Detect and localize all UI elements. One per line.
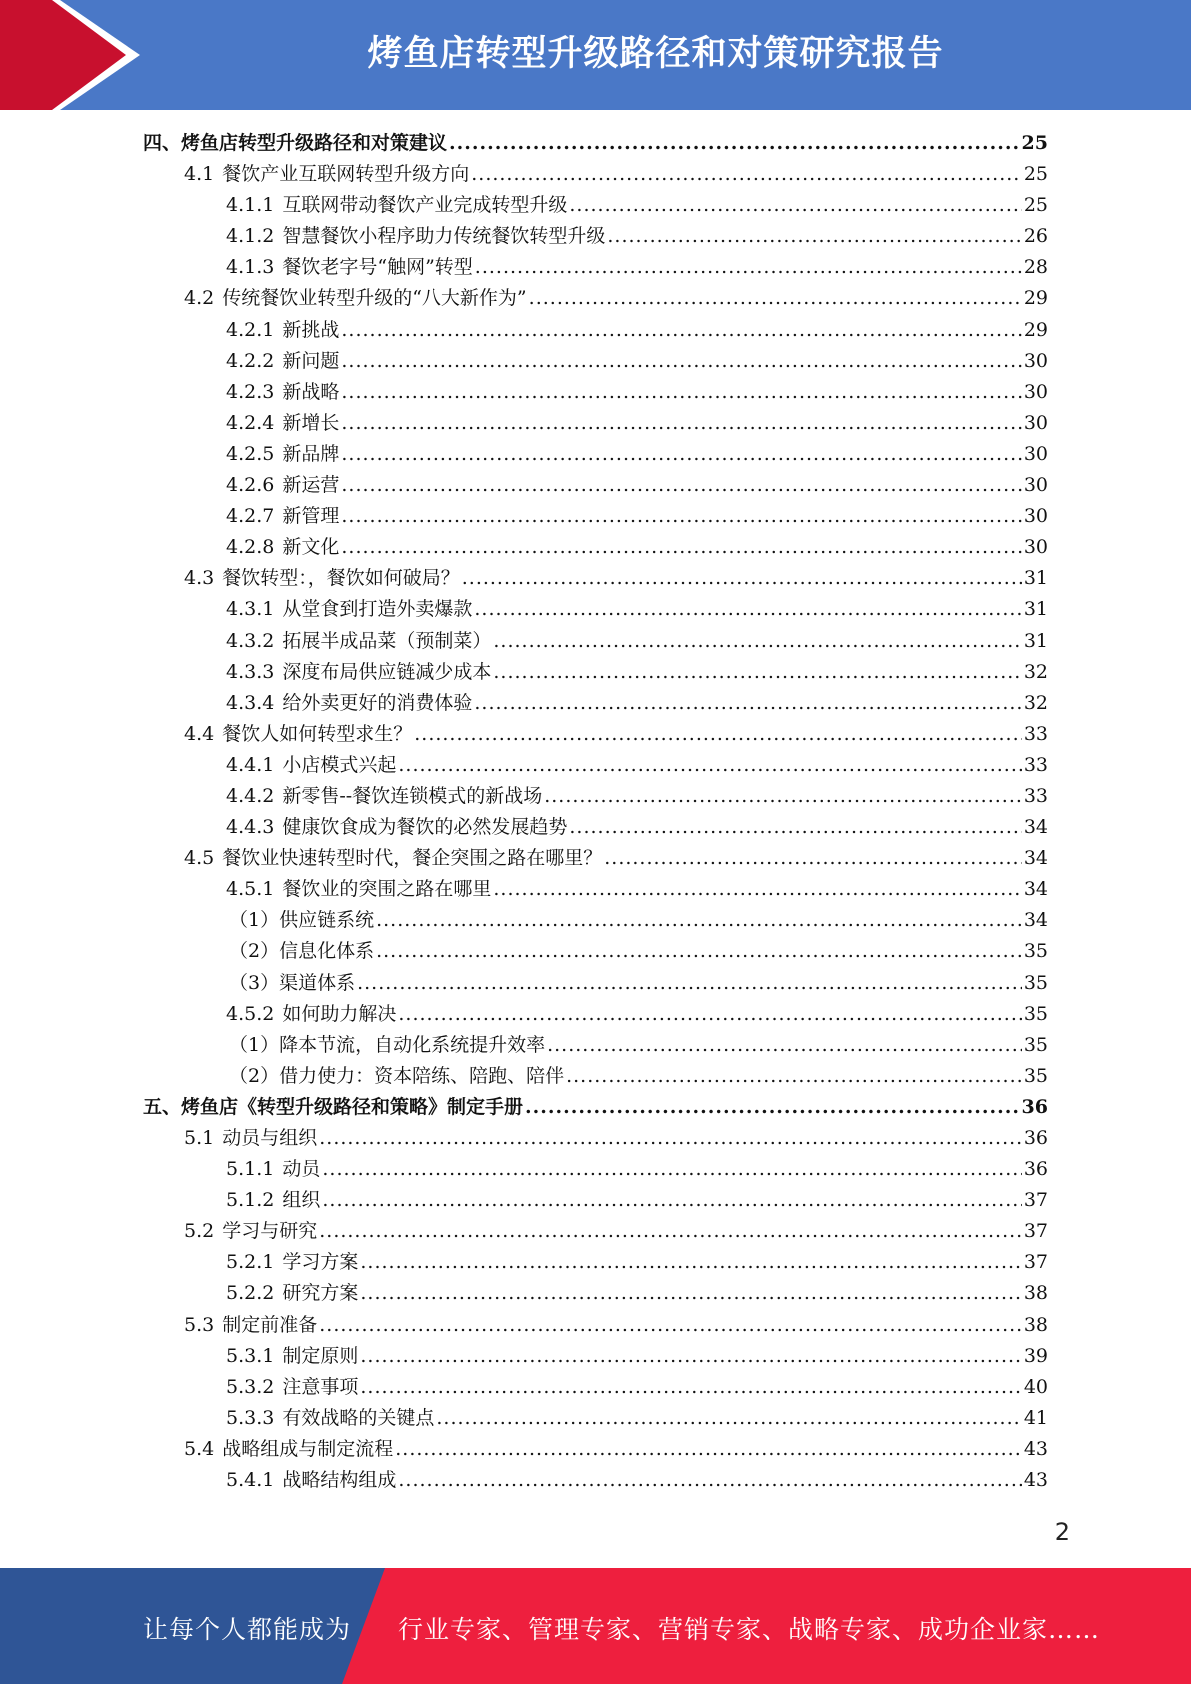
toc-entry-title: 制定前准备 xyxy=(222,1313,318,1336)
toc-entry-page: 40 xyxy=(1023,1375,1048,1398)
toc-dot-leader xyxy=(475,252,1022,283)
toc-dot-leader xyxy=(357,968,1022,999)
toc-entry-number: 5.3.2 xyxy=(226,1375,275,1398)
toc-dot-leader xyxy=(529,283,1022,314)
toc-entry-title: （1）降本节流，自动化系统提升效率 xyxy=(229,1033,546,1056)
toc-entry-title: （1）供应链系统 xyxy=(229,909,375,932)
toc-entry[interactable] xyxy=(143,1278,1048,1309)
toc-entry-number: 4.5.1 xyxy=(226,878,275,901)
toc-dot-leader xyxy=(607,221,1021,252)
toc-entry-number: 5.1.1 xyxy=(226,1158,275,1181)
toc-entry-title: 新品牌 xyxy=(282,442,340,465)
toc-dot-leader xyxy=(398,1465,1021,1496)
toc-entry-page: 29 xyxy=(1023,287,1048,310)
toc-entry[interactable] xyxy=(143,1123,1048,1154)
toc-entry-page: 29 xyxy=(1023,318,1048,341)
toc-entry-title: 新运营 xyxy=(282,474,340,497)
toc-entry[interactable] xyxy=(143,1310,1048,1341)
footer-slogan-left: 让每个人都能成为 xyxy=(143,1615,352,1644)
toc-dot-leader xyxy=(360,1372,1021,1403)
toc-dot-leader xyxy=(341,346,1021,377)
toc-dot-leader xyxy=(341,470,1021,501)
toc-entry-title: 动员与组织 xyxy=(222,1127,318,1149)
toc-dot-leader xyxy=(493,657,1021,688)
toc-entry-page: 30 xyxy=(1023,474,1048,497)
toc-entry-page: 25 xyxy=(1023,163,1048,186)
toc-entry[interactable] xyxy=(143,159,1048,190)
toc-entry[interactable] xyxy=(143,874,1048,905)
toc-entry[interactable] xyxy=(143,1216,1048,1247)
page-number: 2 xyxy=(1054,1518,1070,1546)
toc-entry-page: 43 xyxy=(1023,1469,1048,1492)
toc-entry-page: 31 xyxy=(1023,567,1048,590)
toc-entry-title: 四、烤鱼店转型升级路径和对策建议 xyxy=(143,132,448,154)
toc-dot-leader xyxy=(544,781,1022,812)
toc-entry-page: 30 xyxy=(1023,349,1048,372)
toc-entry-number: 4.1.3 xyxy=(226,256,275,279)
toc-dot-leader xyxy=(376,905,1022,936)
toc-entry-title: 新文化 xyxy=(282,536,340,559)
toc-dot-leader xyxy=(319,1123,1022,1154)
toc-entry-number: 4.1.2 xyxy=(226,225,275,248)
footer-slogan-right: 行业专家、管理专家、营销专家、战略专家、成功企业家…… xyxy=(398,1615,1101,1644)
toc-entry-number: 4.1 xyxy=(184,163,215,186)
toc-entry-number: 4.2.7 xyxy=(226,505,275,528)
toc-entry-number: 4.3.3 xyxy=(226,660,275,683)
toc-dot-leader xyxy=(547,1030,1022,1061)
toc-entry-number: 5.3.3 xyxy=(226,1406,275,1429)
toc-dot-leader xyxy=(360,1341,1021,1372)
toc-entry-number: 4.5.2 xyxy=(226,1002,275,1025)
toc-entry-title: 互联网带动餐饮产业完成转型升级 xyxy=(282,194,568,217)
toc-entry-title: 餐饮业快速转型时代，餐企突围之路在哪里？ xyxy=(222,847,603,870)
toc-entry-page: 35 xyxy=(1023,940,1048,963)
toc-entry-page: 30 xyxy=(1023,536,1048,559)
toc-entry-title: 深度布局供应链减少成本 xyxy=(282,660,492,683)
toc-entry-title: 制定原则 xyxy=(282,1344,359,1367)
page-header xyxy=(0,0,1191,110)
toc-entry-page: 33 xyxy=(1023,784,1048,807)
toc-entry-page: 38 xyxy=(1023,1282,1048,1305)
toc-entry-page: 35 xyxy=(1023,1002,1048,1025)
toc-dot-leader xyxy=(376,936,1022,967)
toc-entry-title: 小店模式兴起 xyxy=(282,753,397,776)
toc-entry-title: 组织 xyxy=(282,1189,321,1212)
toc-dot-leader xyxy=(322,1185,1021,1216)
toc-entry-page: 34 xyxy=(1023,847,1048,870)
toc-entry[interactable] xyxy=(143,594,1048,625)
toc-entry-page: 35 xyxy=(1023,1064,1048,1087)
toc-entry-page: 30 xyxy=(1023,380,1048,403)
toc-dot-leader xyxy=(414,719,1022,750)
toc-entry-title: （2）借力使力：资本陪练、陪跑、陪伴 xyxy=(229,1064,565,1087)
toc-entry-title: 餐饮产业互联网转型升级方向 xyxy=(222,163,470,186)
toc-entry-title: 新增长 xyxy=(282,411,340,434)
toc-dot-leader xyxy=(569,190,1021,221)
toc-dot-leader xyxy=(322,1154,1021,1185)
toc-entry-title: 新挑战 xyxy=(282,318,340,341)
toc-entry[interactable] xyxy=(143,905,1048,936)
toc-entry[interactable] xyxy=(143,843,1048,874)
toc-entry-title: 拓展半成品菜（预制菜） xyxy=(282,629,492,652)
toc-entry[interactable] xyxy=(143,750,1048,781)
toc-entry-title: 战略结构组成 xyxy=(282,1469,397,1492)
toc-dot-leader xyxy=(569,812,1021,843)
toc-dot-leader xyxy=(398,750,1021,781)
toc-dot-leader xyxy=(566,1061,1022,1092)
toc-entry[interactable] xyxy=(143,999,1048,1030)
toc-dot-leader xyxy=(474,688,1021,719)
toc-entry-title: 新管理 xyxy=(282,505,340,528)
toc-entry-page: 43 xyxy=(1023,1437,1048,1460)
toc-entry[interactable] xyxy=(143,252,1048,283)
toc-entry-title: 学习与研究 xyxy=(222,1220,318,1243)
toc-entry-title: 动员 xyxy=(282,1158,321,1181)
toc-entry-number: 4.2.1 xyxy=(226,318,275,341)
toc-entry-page: 39 xyxy=(1023,1344,1048,1367)
toc-entry-page: 37 xyxy=(1023,1189,1048,1212)
toc-dot-leader xyxy=(462,563,1022,594)
toc-entry-title: 从堂食到打造外卖爆款 xyxy=(282,598,473,621)
toc-dot-leader xyxy=(449,128,1020,159)
toc-entry[interactable] xyxy=(143,719,1048,750)
toc-entry-number: 4.4 xyxy=(184,722,215,745)
toc-dot-leader xyxy=(471,159,1022,190)
toc-entry-page: 36 xyxy=(1021,1095,1048,1118)
toc-entry[interactable] xyxy=(143,626,1048,657)
toc-entry[interactable] xyxy=(143,1154,1048,1185)
toc-entry-page: 33 xyxy=(1023,753,1048,776)
toc-dot-leader xyxy=(474,594,1021,625)
toc-entry[interactable] xyxy=(143,657,1048,688)
toc-entry[interactable] xyxy=(143,936,1048,967)
toc-entry[interactable] xyxy=(143,688,1048,719)
toc-entry[interactable] xyxy=(143,190,1048,221)
toc-entry-number: 4.2 xyxy=(184,287,215,310)
toc-dot-leader xyxy=(341,439,1021,470)
toc-entry-number: 4.2.3 xyxy=(226,380,275,403)
toc-entry-title: 学习方案 xyxy=(282,1251,359,1274)
toc-entry-title: 新战略 xyxy=(282,380,340,403)
toc-dot-leader xyxy=(360,1278,1021,1309)
toc-entry-title: 餐饮转型：，餐饮如何破局？ xyxy=(222,567,460,590)
toc-entry-page: 33 xyxy=(1023,722,1048,745)
toc-entry-title: 餐饮老字号“触网”转型 xyxy=(282,256,473,279)
table-of-contents xyxy=(143,128,1048,1496)
toc-entry-page: 37 xyxy=(1023,1251,1048,1274)
toc-entry[interactable] xyxy=(143,1372,1048,1403)
toc-entry-page: 31 xyxy=(1023,629,1048,652)
toc-entry-title: 健康饮食成为餐饮的必然发展趋势 xyxy=(282,816,568,839)
toc-dot-leader xyxy=(493,874,1021,905)
toc-dot-leader xyxy=(436,1403,1021,1434)
toc-entry-page: 41 xyxy=(1023,1406,1048,1429)
toc-entry-page: 37 xyxy=(1023,1220,1048,1243)
toc-entry-number: 5.2.1 xyxy=(226,1251,275,1274)
toc-entry[interactable] xyxy=(143,128,1048,159)
toc-entry[interactable] xyxy=(143,1185,1048,1216)
toc-entry-page: 34 xyxy=(1023,909,1048,932)
toc-dot-leader xyxy=(341,377,1021,408)
toc-entry-page: 38 xyxy=(1023,1313,1048,1336)
toc-entry[interactable] xyxy=(143,408,1048,439)
toc-entry-number: 5.2 xyxy=(184,1220,215,1243)
toc-entry-title: 战略组成与制定流程 xyxy=(222,1437,394,1460)
toc-entry-page: 31 xyxy=(1023,598,1048,621)
toc-entry[interactable] xyxy=(143,1030,1048,1061)
toc-entry-number: 4.2.2 xyxy=(226,349,275,372)
toc-entry-title: 新问题 xyxy=(282,349,340,372)
toc-dot-leader xyxy=(360,1247,1021,1278)
toc-entry-number: 4.3 xyxy=(184,567,215,590)
toc-entry[interactable] xyxy=(143,1341,1048,1372)
report-title: 烤鱼店转型升级路径和对策研究报告 xyxy=(367,34,944,74)
toc-dot-leader xyxy=(525,1092,1020,1123)
toc-entry-number: 5.4.1 xyxy=(226,1469,275,1492)
toc-entry[interactable] xyxy=(143,968,1048,999)
toc-entry-page: 28 xyxy=(1023,256,1048,279)
toc-entry-number: 4.4.1 xyxy=(226,753,275,776)
toc-entry[interactable] xyxy=(143,221,1048,252)
toc-entry[interactable] xyxy=(143,781,1048,812)
toc-entry[interactable] xyxy=(143,1403,1048,1434)
toc-entry-page: 26 xyxy=(1023,225,1048,248)
toc-entry[interactable] xyxy=(143,1465,1048,1496)
toc-entry-number: 5.3.1 xyxy=(226,1344,275,1367)
toc-entry-number: 5.2.2 xyxy=(226,1282,275,1305)
toc-entry-number: 4.2.5 xyxy=(226,442,275,465)
toc-entry-title: 传统餐饮业转型升级的“八大新作为” xyxy=(222,287,527,310)
toc-entry-page: 35 xyxy=(1023,971,1048,994)
toc-entry-page: 35 xyxy=(1023,1033,1048,1056)
toc-entry[interactable] xyxy=(143,812,1048,843)
toc-entry-title: 研究方案 xyxy=(282,1282,359,1305)
toc-entry-number: 4.4.2 xyxy=(226,784,275,807)
toc-entry[interactable] xyxy=(143,315,1048,346)
toc-entry[interactable] xyxy=(143,1434,1048,1465)
toc-entry-title: 给外卖更好的消费体验 xyxy=(282,691,473,714)
toc-entry[interactable] xyxy=(143,532,1048,563)
toc-entry-page: 30 xyxy=(1023,411,1048,434)
toc-entry-title: 餐饮业的突围之路在哪里 xyxy=(282,878,492,901)
toc-entry-number: 5.4 xyxy=(184,1437,215,1460)
toc-entry-number: 5.3 xyxy=(184,1313,215,1336)
toc-dot-leader xyxy=(319,1216,1022,1247)
toc-entry-title: 有效战略的关键点 xyxy=(282,1406,435,1429)
toc-entry-title: 餐饮人如何转型求生？ xyxy=(222,722,413,745)
toc-entry-page: 32 xyxy=(1023,660,1048,683)
toc-dot-leader xyxy=(398,999,1021,1030)
toc-entry-number: 5.1.2 xyxy=(226,1189,275,1212)
toc-entry[interactable] xyxy=(143,439,1048,470)
toc-entry-page: 34 xyxy=(1023,878,1048,901)
toc-entry-number: 4.3.1 xyxy=(226,598,275,621)
toc-entry-page: 25 xyxy=(1021,132,1048,154)
toc-entry[interactable] xyxy=(143,1061,1048,1092)
toc-entry-title: （3）渠道体系 xyxy=(229,971,356,994)
toc-entry-number: 4.2.6 xyxy=(226,474,275,497)
toc-dot-leader xyxy=(341,532,1021,563)
toc-entry[interactable] xyxy=(143,470,1048,501)
toc-entry-title: （2）信息化体系 xyxy=(229,940,375,963)
toc-entry-number: 4.1.1 xyxy=(226,194,275,217)
toc-entry-page: 25 xyxy=(1023,194,1048,217)
toc-entry[interactable] xyxy=(143,346,1048,377)
toc-dot-leader xyxy=(493,626,1021,657)
toc-dot-leader xyxy=(319,1310,1022,1341)
toc-entry[interactable] xyxy=(143,1092,1048,1123)
toc-entry-page: 32 xyxy=(1023,691,1048,714)
toc-entry-title: 如何助力解决 xyxy=(282,1002,397,1025)
toc-entry-page: 36 xyxy=(1023,1158,1048,1181)
toc-entry-page: 34 xyxy=(1023,816,1048,839)
toc-entry-number: 4.2.4 xyxy=(226,411,275,434)
toc-entry-number: 4.4.3 xyxy=(226,816,275,839)
toc-dot-leader xyxy=(341,501,1021,532)
toc-entry-number: 4.3.2 xyxy=(226,629,275,652)
toc-entry[interactable] xyxy=(143,283,1048,314)
toc-entry-page: 30 xyxy=(1023,505,1048,528)
toc-entry[interactable] xyxy=(143,377,1048,408)
toc-entry-page: 36 xyxy=(1023,1127,1048,1149)
toc-entry[interactable] xyxy=(143,501,1048,532)
toc-dot-leader xyxy=(341,315,1021,346)
toc-entry-title: 五、烤鱼店《转型升级路径和策略》制定手册 xyxy=(143,1095,524,1118)
toc-entry-title: 注意事项 xyxy=(282,1375,359,1398)
toc-entry-page: 30 xyxy=(1023,442,1048,465)
toc-entry-title: 新零售--餐饮连锁模式的新战场 xyxy=(282,784,543,807)
toc-entry[interactable] xyxy=(143,563,1048,594)
toc-dot-leader xyxy=(341,408,1021,439)
toc-dot-leader xyxy=(604,843,1022,874)
toc-entry-number: 5.1 xyxy=(184,1127,215,1149)
toc-entry-number: 4.3.4 xyxy=(226,691,275,714)
toc-entry-number: 4.2.8 xyxy=(226,536,275,559)
toc-entry[interactable] xyxy=(143,1247,1048,1278)
toc-entry-number: 4.5 xyxy=(184,847,215,870)
toc-dot-leader xyxy=(395,1434,1022,1465)
toc-entry-title: 智慧餐饮小程序助力传统餐饮转型升级 xyxy=(282,225,606,248)
